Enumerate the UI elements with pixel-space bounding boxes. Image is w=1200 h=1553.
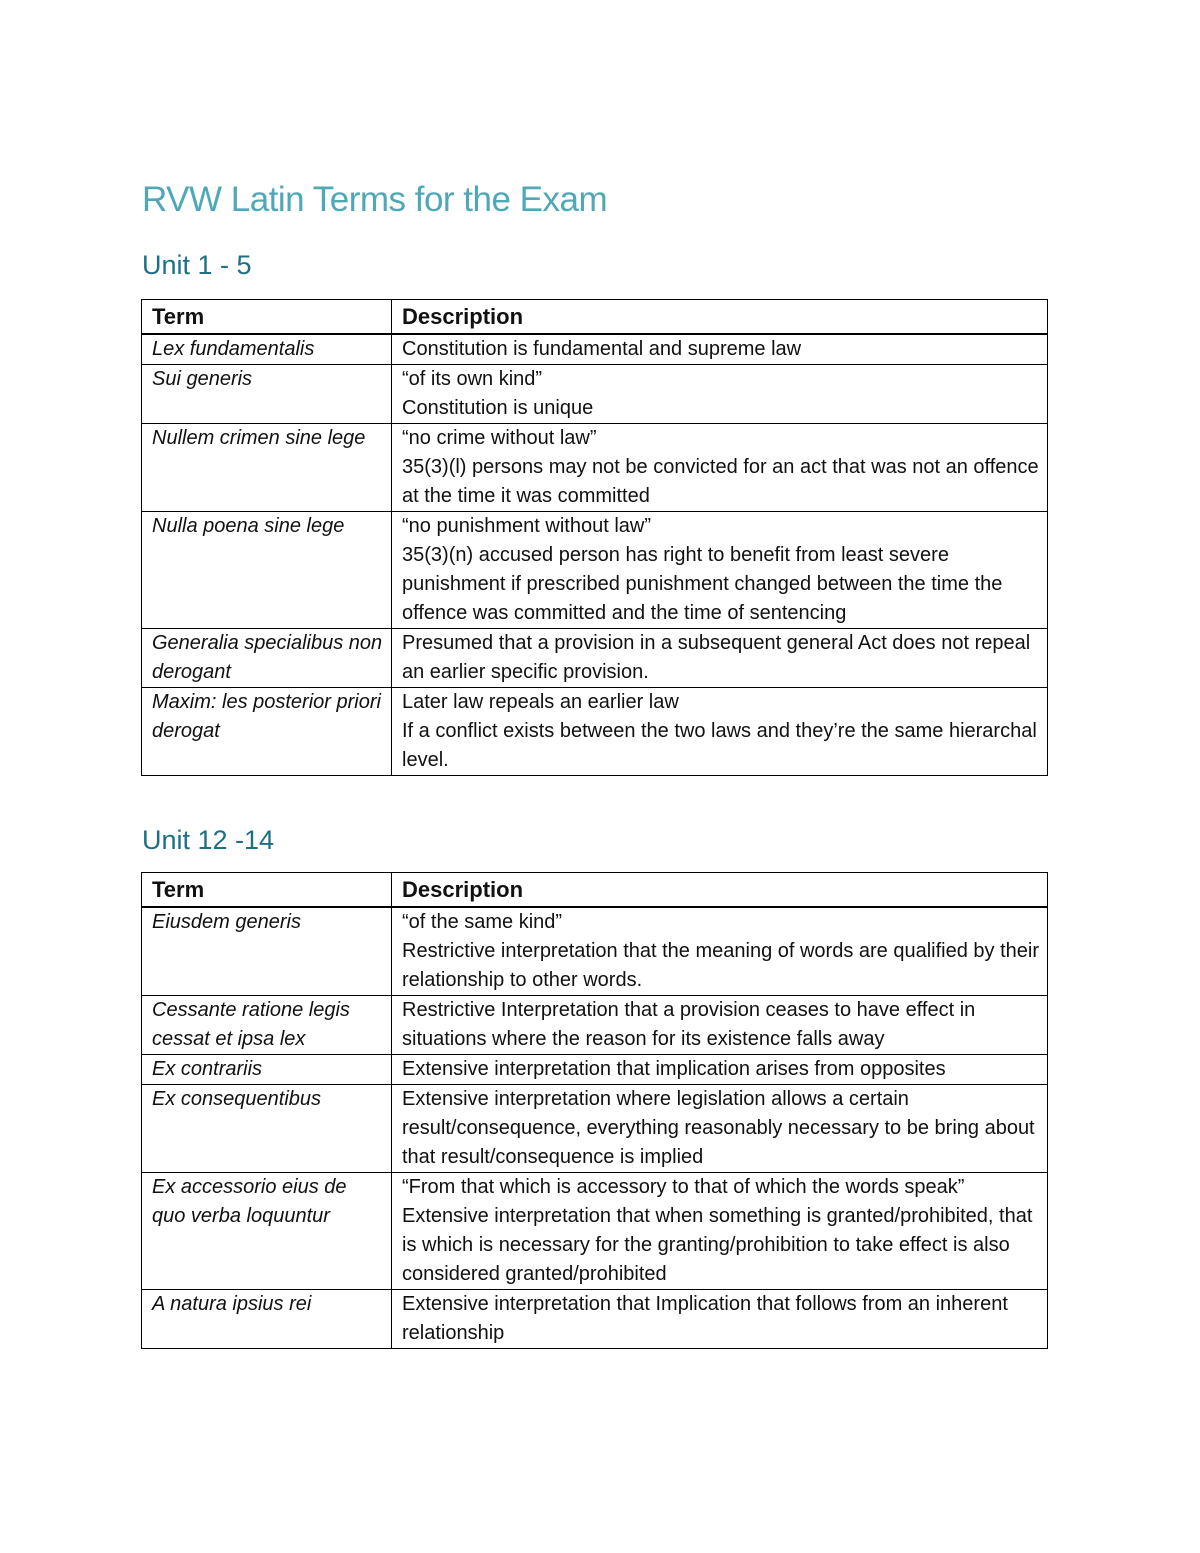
description-cell (392, 688, 1048, 776)
description-line: 35(3)(n) accused person has right to benefit from least severe punishment if prescribed punishment changed between the time the offence was committed and the time of sentencing (402, 544, 1003, 624)
table-row (142, 629, 1048, 688)
term-cell: Maxim: les posterior priori derogat (142, 688, 392, 776)
table-row (142, 512, 1048, 629)
table-row (142, 907, 1048, 996)
term-cell: A natura ipsius rei (142, 1290, 392, 1349)
description-cell (392, 334, 1048, 365)
table-row (142, 1085, 1048, 1173)
description-line: Extensive interpretation that Implication that follows from an inherent relationship (402, 1293, 1008, 1344)
section-heading-unit-12-14: Unit 12 -14 (142, 825, 275, 855)
description-line: “of its own kind” (402, 368, 543, 390)
table-row (142, 1055, 1048, 1085)
column-header-term: Term (142, 873, 392, 908)
column-header-term: Term (142, 300, 392, 335)
description-line: “no crime without law” (402, 427, 597, 449)
description-cell (392, 1173, 1048, 1290)
table-row (142, 1173, 1048, 1290)
table-header-row (142, 300, 1048, 335)
table-row (142, 334, 1048, 365)
description-line: Constitution is unique (402, 397, 594, 419)
description-line: Extensive interpretation that implication arises from opposites (402, 1058, 946, 1080)
description-cell (392, 629, 1048, 688)
description-cell (392, 907, 1048, 996)
terms-table-unit-1-5 (141, 299, 1048, 776)
table-header-row (142, 873, 1048, 908)
description-line: “no punishment without law” (402, 515, 652, 537)
description-line: “of the same kind” (402, 911, 563, 933)
description-cell (392, 365, 1048, 424)
term-cell: Sui generis (142, 365, 392, 424)
terms-table-unit-12-14 (141, 872, 1048, 1349)
term-cell: Nullem crimen sine lege (142, 424, 392, 512)
description-cell (392, 424, 1048, 512)
term-cell: Ex consequentibus (142, 1085, 392, 1173)
description-line: Extensive interpretation where legislation allows a certain result/consequence, everything reasonably necessary to be bring about that result/consequence is implied (402, 1088, 1035, 1168)
table-row (142, 1290, 1048, 1349)
section-heading-unit-1-5: Unit 1 - 5 (142, 250, 252, 280)
description-line: Restrictive Interpretation that a provision ceases to have effect in situations where the reason for its existence falls away (402, 999, 976, 1050)
description-cell (392, 1085, 1048, 1173)
description-line: If a conflict exists between the two laws and they’re the same hierarchal level. (402, 720, 1037, 771)
description-line: Constitution is fundamental and supreme law (402, 338, 802, 360)
term-cell: Ex accessorio eius de quo verba loquuntur (142, 1173, 392, 1290)
description-line: Restrictive interpretation that the meaning of words are qualified by their relationship to other words. (402, 940, 1040, 991)
description-line: “From that which is accessory to that of which the words speak” (402, 1176, 965, 1198)
column-header-description: Description (392, 873, 1048, 908)
description-line: Later law repeals an earlier law (402, 691, 679, 713)
description-cell (392, 1290, 1048, 1349)
column-header-description: Description (392, 300, 1048, 335)
description-line: Extensive interpretation that when something is granted/prohibited, that is which is necessary for the granting/prohibition to take effect is also considered granted/prohibited (402, 1205, 1033, 1285)
term-cell: Ex contrariis (142, 1055, 392, 1085)
term-cell: Eiusdem generis (142, 907, 392, 996)
description-cell (392, 996, 1048, 1055)
term-cell: Lex fundamentalis (142, 334, 392, 365)
table-row (142, 424, 1048, 512)
document-title: RVW Latin Terms for the Exam (142, 180, 608, 219)
table-row (142, 996, 1048, 1055)
term-cell: Generalia specialibus non derogant (142, 629, 392, 688)
description-cell (392, 1055, 1048, 1085)
description-line: Presumed that a provision in a subsequent general Act does not repeal an earlier specific provision. (402, 632, 1031, 683)
term-cell: Nulla poena sine lege (142, 512, 392, 629)
table-row (142, 365, 1048, 424)
description-cell (392, 512, 1048, 629)
description-line: 35(3)(l) persons may not be convicted for an act that was not an offence at the time it was committed (402, 456, 1039, 507)
term-cell: Cessante ratione legis cessat et ipsa lex (142, 996, 392, 1055)
table-row (142, 688, 1048, 776)
